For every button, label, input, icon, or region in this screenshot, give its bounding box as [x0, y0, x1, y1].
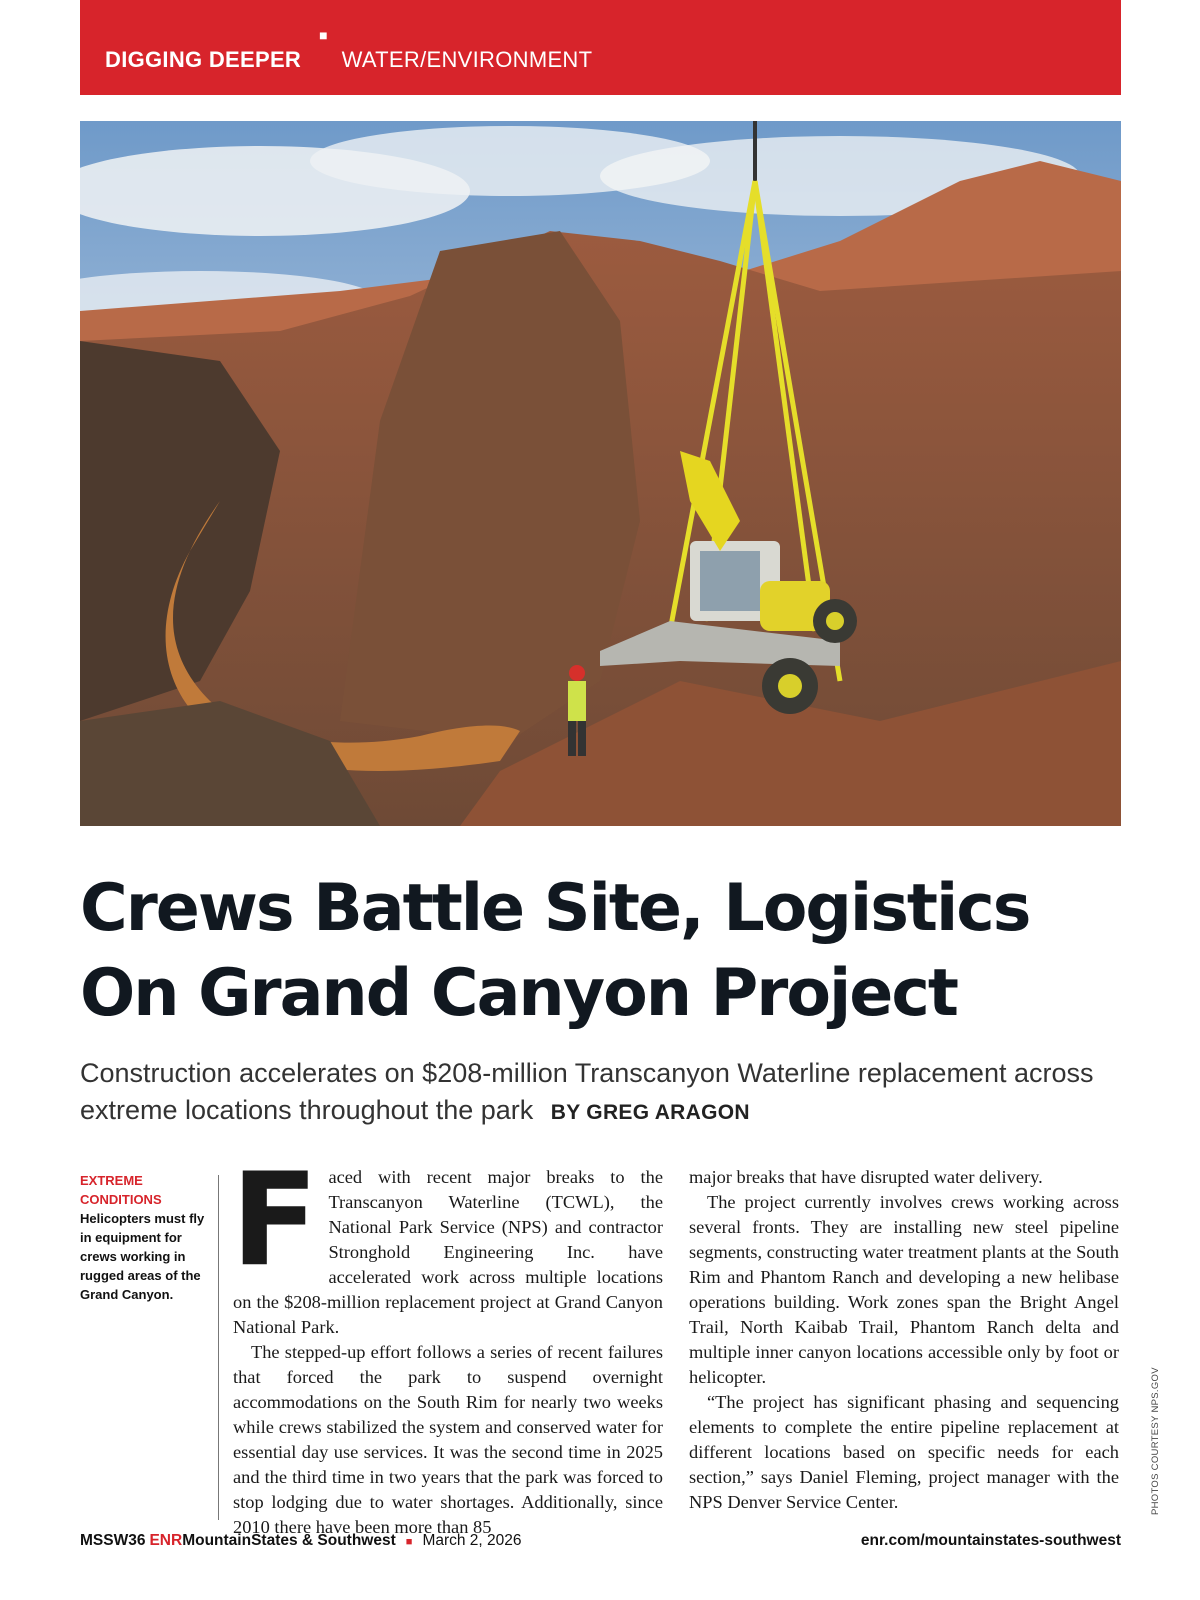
page-title [80, 866, 1140, 1036]
headline-line-2: On Grand Canyon Project [80, 956, 957, 1031]
paragraph-3: The project currently involves crews working across several fronts. They are installing new steel pipeline segments, constructing water treatment plants at the South Rim and Phantom Ranch and developing a new helibase operations building. Work zones span the Bright Angel Trail, North Kaibab Trail, Phantom Ranch delta and multiple inner canyon locations accessible only by foot or helicopter. [689, 1192, 1119, 1387]
page-footer [80, 1532, 1121, 1558]
section-label: WATER/ENVIRONMENT [341, 47, 593, 72]
photo-caption [80, 1171, 210, 1304]
publication-name: MountainStates & Southwest [182, 1532, 396, 1549]
headline-line-1: Crews Battle Site, Logistics [80, 871, 1030, 946]
paragraph-2-continued: major breaks that have disrupted water delivery. [689, 1167, 1043, 1187]
photo-credit: PHOTOS COURTESY NPS.GOV [1150, 1367, 1161, 1515]
deck [80, 1055, 1140, 1131]
caption-head: EXTREME CONDITIONS [80, 1173, 162, 1207]
kicker-label: DIGGING DEEPER [105, 47, 302, 72]
drop-cap: F [231, 1146, 319, 1295]
article-column-2 [689, 1165, 1119, 1515]
article-column-1 [231, 1146, 663, 1540]
footer-separator: ■ [405, 1536, 413, 1548]
brand-logo: ENR [149, 1532, 183, 1549]
paragraph-4: “The project has significant phasing and sequencing elements to complete the entire pipeline replacement at different locations based on specific needs for each section,” says Daniel Fleming, project manager with the NPS Denver Service Center. [689, 1392, 1119, 1512]
paragraph-2: The stepped-up effort follows a series of recent failures that forced the park to suspend overnight accommodations on the South Rim for nearly two weeks while crews stabilized the system and conserved water for essential day use services. It was the second time in 2025 and the third time in two years that the park was forced to stop lodging due to water shortages. Additionally, since 2010 there have been more than 85 [233, 1342, 663, 1537]
deck-text: Construction accelerates on $208-million Transcanyon Waterline replacement across extreme locations throughout the park [80, 1058, 1094, 1125]
section-header-bar [80, 0, 1121, 95]
folio: MSSW36 [80, 1532, 146, 1549]
publication-url[interactable]: enr.com/mountainstates-southwest [860, 1532, 1121, 1549]
header-separator: ■ [319, 27, 328, 43]
hero-photo [80, 121, 1121, 826]
paragraph-1: aced with recent major breaks to the Transcanyon Waterline (TCWL), the National Park Service (NPS) and contractor Stronghold Engineering Inc. have accelerated work across multiple locations on the $208-million replacement project at Grand Canyon National Park. [233, 1167, 663, 1337]
column-divider [218, 1175, 219, 1520]
byline: BY GREG ARAGON [550, 1101, 750, 1124]
hero-photo-illustration [80, 121, 1121, 826]
caption-body: Helicopters must fly in equipment for crews working in rugged areas of the Grand Canyon. [80, 1211, 205, 1302]
issue-date: March 2, 2026 [422, 1532, 522, 1549]
